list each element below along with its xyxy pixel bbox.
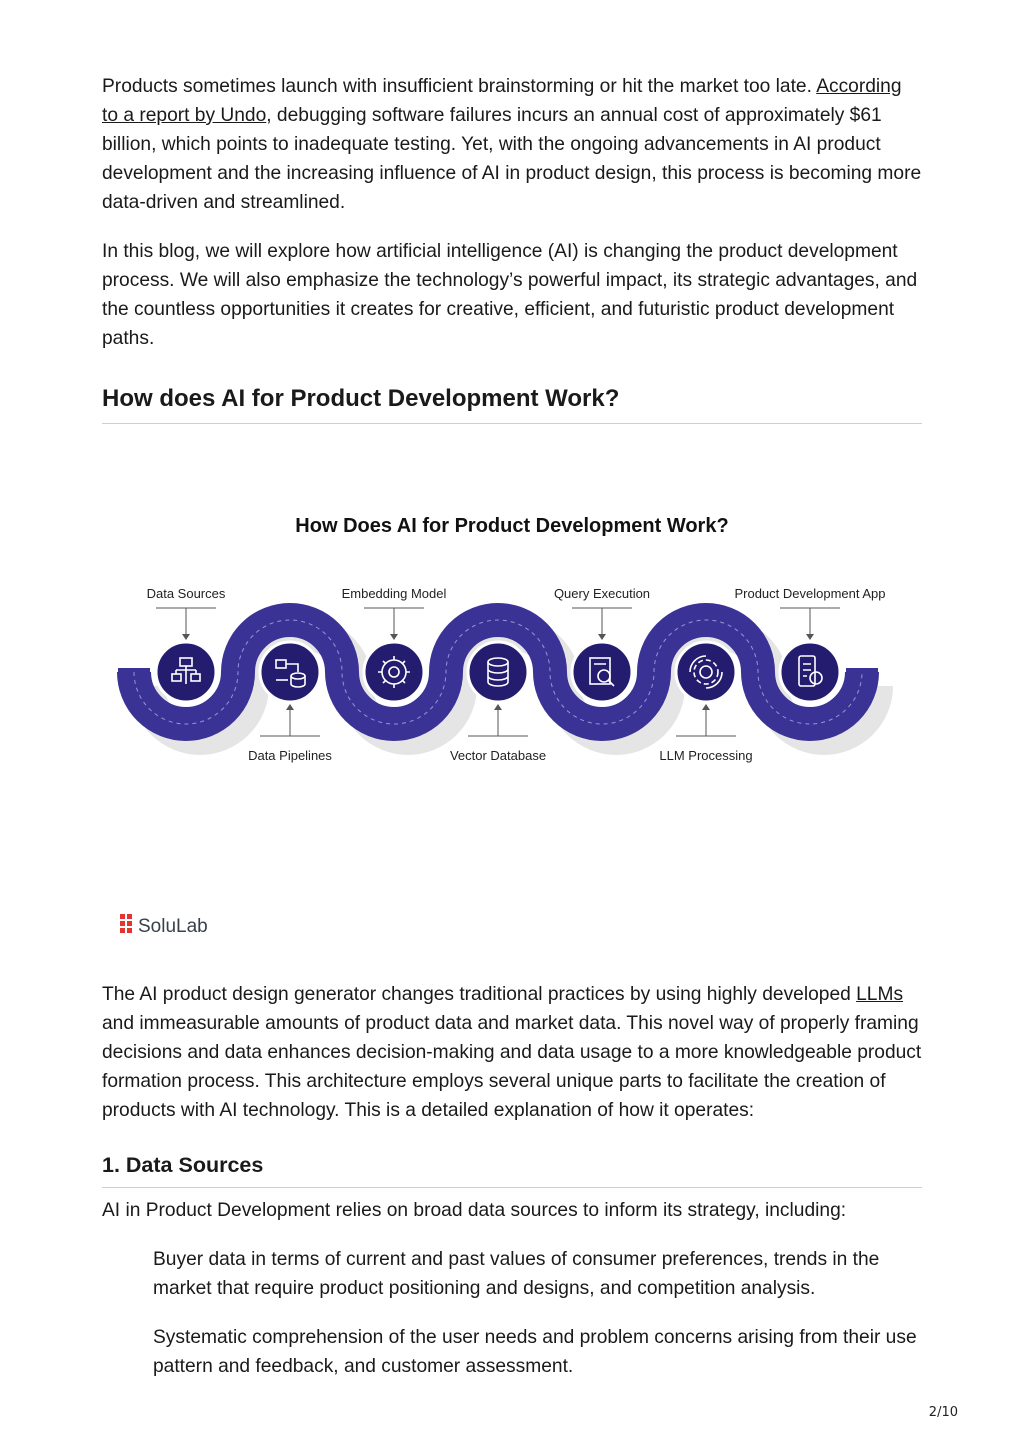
intro-paragraph-1: Products sometimes launch with insufficient brainstorming or hit the market too late. According to a report by Undo, debugging software failures incurs an annual cost of approximately $61 billion, which points to inadequate testing. Yet, with the ongoing advancements in AI product development and the increasing influence of AI in product design, this process is becoming more data-driven and streamlined. — [102, 76, 922, 213]
intro-paragraph-2: In this blog, we will explore how artificial intelligence (AI) is changing the product development process. We will also emphasize the technology’s powerful impact, its strategic advantages, and the countless opportunities it creates for creative, efficient, and futuristic product development paths. — [102, 241, 918, 349]
article-content — [102, 72, 922, 1401]
body-paragraph: The AI product design generator changes traditional practices by using highly developed LLMs and immeasurable amounts of product data and market data. This novel way of properly framing decisions and data enhances decision-making and data usage to a more knowledgeable product formation process. This architecture employs several unique parts to facilitate the creation of products with AI technology. This is a detailed explanation of how it operates: — [102, 984, 922, 1121]
label-query-execution: Query Execution — [553, 586, 651, 601]
brand-name: SoluLab — [138, 916, 208, 937]
node-llm-processing — [676, 642, 736, 702]
llms-link[interactable]: LLMs — [856, 984, 904, 1005]
label-data-sources: Data Sources — [146, 586, 226, 601]
label-data-pipelines: Data Pipelines — [248, 748, 332, 763]
label-vector-database: Vector Database — [449, 748, 547, 763]
page-number: 2/10 — [928, 1405, 958, 1420]
undo-report-link[interactable]: According to a report by Undo — [102, 76, 902, 126]
architecture-diagram — [102, 468, 922, 980]
label-llm-processing: LLM Processing — [659, 748, 753, 763]
node-product-development-app — [780, 642, 840, 702]
subsection-intro: AI in Product Development relies on broad data sources to inform its strategy, including: — [102, 1200, 847, 1221]
node-data-pipelines — [260, 642, 320, 702]
list-item: Systematic comprehension of the user needs and problem concerns arising from their use pattern and feedback, and customer assessment. — [153, 1327, 917, 1377]
subsection-heading: 1. Data Sources — [102, 1151, 922, 1188]
node-vector-database — [468, 642, 528, 702]
node-query-execution — [572, 642, 632, 702]
label-embedding-model: Embedding Model — [341, 586, 447, 601]
diagram-title: How Does AI for Product Development Work? — [295, 515, 729, 537]
label-product-development-app: Product Development App — [734, 586, 886, 601]
list-item: Buyer data in terms of current and past values of consumer preferences, trends in the market that require product positioning and designs, and competition analysis. — [153, 1249, 880, 1299]
node-embedding-model — [364, 642, 424, 702]
section-heading: How does AI for Product Development Work? — [102, 383, 922, 424]
node-data-sources — [156, 642, 216, 702]
solulab-logo-icon — [120, 914, 132, 933]
